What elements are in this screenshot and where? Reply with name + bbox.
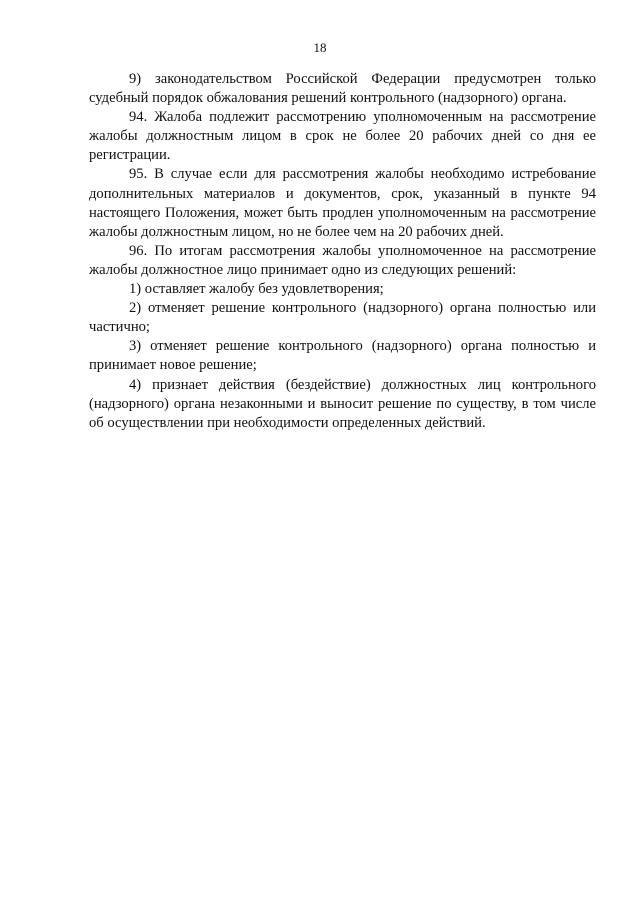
- page-number: 18: [313, 40, 327, 55]
- decision-3-paragraph: 3) отменяет решение контрольного (надзорного) органа полностью и принимает новое решение;: [89, 338, 596, 374]
- item-9-paragraph: 9) законодательством Российской Федерации предусмотрен только судебный порядок обжалования решений контрольного (надзорного) органа.: [89, 71, 596, 107]
- point-95-paragraph: 95. В случае если для рассмотрения жалобы необходимо истребование дополнительных материалов и документов, срок, указанный в пункте 94 настоящего Положения, может быть продлен уполномоченным на рассмотрение жалобы должностным лицом, но не более чем на 20 рабочих дней.: [89, 166, 596, 240]
- document-body: [89, 70, 596, 433]
- decision-4-paragraph: 4) признает действия (бездействие) должностных лиц контрольного (надзорного) органа незаконными и выносит решение по существу, в том числе об осуществлении при необходимости определенных действий.: [89, 376, 596, 431]
- point-94-paragraph: 94. Жалоба подлежит рассмотрению уполномоченным на рассмотрение жалобы должностным лицом в срок не более 20 рабочих дней со дня ее регистрации.: [89, 109, 596, 164]
- decision-2-paragraph: 2) отменяет решение контрольного (надзорного) органа полностью или частично;: [89, 300, 596, 336]
- point-96-paragraph: 96. По итогам рассмотрения жалобы уполномоченное на рассмотрение жалобы должностное лицо принимает одно из следующих решений:: [89, 242, 596, 278]
- decision-1-paragraph: 1) оставляет жалобу без удовлетворения;: [129, 281, 384, 298]
